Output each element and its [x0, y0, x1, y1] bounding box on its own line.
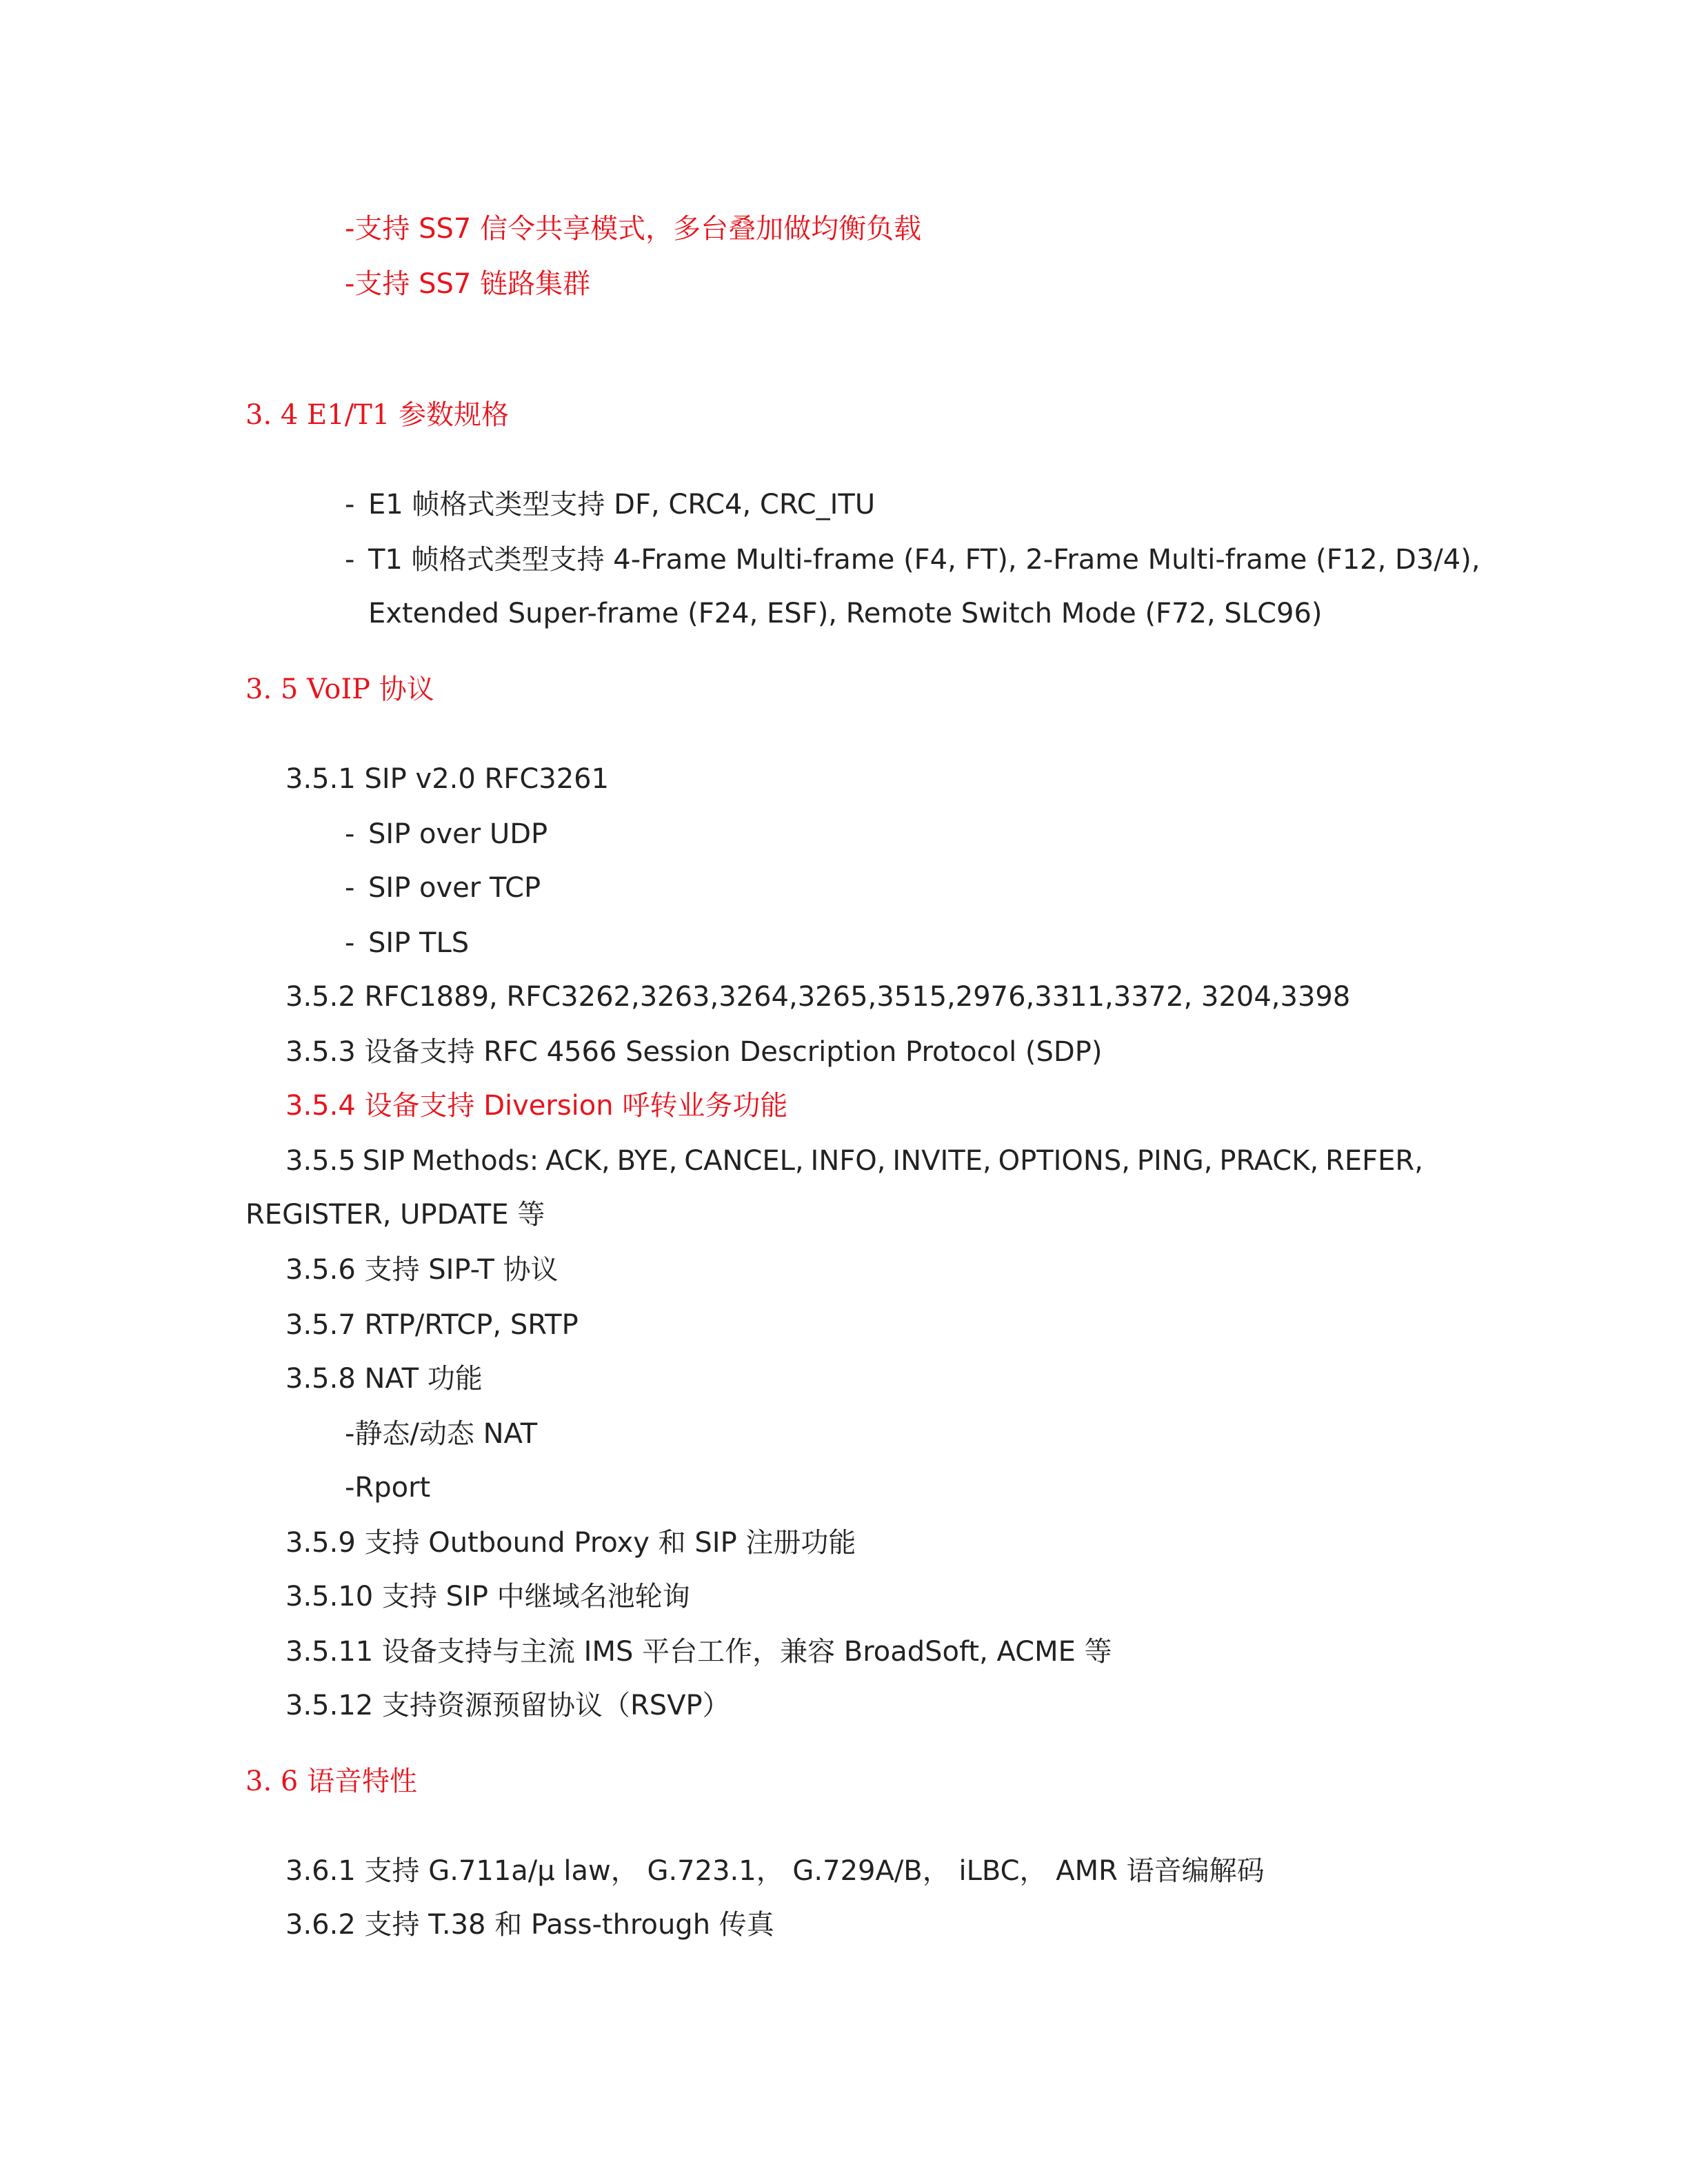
item-3-5-11: 3.5.11 设备支持与主流 IMS 平台工作，兼容 BroadSoft, ACME 等 [285, 1636, 1112, 1668]
word: OPTIONS, [998, 1145, 1130, 1177]
word: REFER, [1325, 1145, 1423, 1177]
word: 3.5.5 [285, 1145, 356, 1177]
list-text: SIP over TCP [368, 872, 541, 904]
item-3-5-5-continuation: REGISTER, UPDATE 等 [245, 1199, 545, 1231]
list-dash: - [345, 872, 355, 904]
heading-3-5: 3. 5 VoIP 协议 [245, 674, 434, 705]
item-3-5-7: 3.5.7 RTP/RTCP, SRTP [285, 1309, 579, 1341]
list-dash: - [345, 544, 355, 576]
word: PRACK, [1219, 1145, 1319, 1177]
item-3-5-2: 3.5.2 RFC1889, RFC3262,3263,3264,3265,3515,2976,3311,3372, 3204,3398 [285, 981, 1351, 1013]
item-3-5-12: 3.5.12 支持资源预留协议（RSVP） [285, 1690, 730, 1721]
item-3-6-1: 3.6.1 支持 G.711a/μ law， G.723.1， G.729A/B， iLBC， AMR 语音编解码 [285, 1855, 1265, 1887]
list-text: SIP over UDP [368, 818, 548, 850]
word: ACK, [545, 1145, 610, 1177]
word: CANCEL, [684, 1145, 804, 1177]
word: PING, [1136, 1145, 1213, 1177]
list-dash: - [345, 489, 355, 520]
item-3-5-3: 3.5.3 设备支持 RFC 4566 Session Description Protocol (SDP) [285, 1036, 1103, 1068]
list-text: T1 帧格式类型支持 4-Frame Multi-frame (F4, FT), 2-Frame Multi-frame (F12, D3/4), [368, 544, 1480, 576]
item-3-5-9: 3.5.9 支持 Outbound Proxy 和 SIP 注册功能 [285, 1527, 856, 1559]
list-dash: - [345, 927, 355, 959]
nat-rport: -Rport [345, 1472, 431, 1504]
item-3-5-10: 3.5.10 支持 SIP 中继域名池轮询 [285, 1581, 690, 1612]
word: INVITE, [892, 1145, 992, 1177]
word: SIP [362, 1145, 405, 1177]
item-3-5-6: 3.5.6 支持 SIP-T 协议 [285, 1254, 559, 1286]
ss7-load-balance: -支持 SS7 信令共享模式，多台叠加做均衡负载 [345, 213, 922, 245]
item-3-5-1: 3.5.1 SIP v2.0 RFC3261 [285, 763, 610, 795]
word: BYE, [616, 1145, 678, 1177]
heading-3-6: 3. 6 语音特性 [245, 1766, 418, 1797]
list-text: SIP TLS [368, 927, 470, 959]
item-3-5-5 [285, 1144, 1423, 1177]
heading-3-4: 3. 4 E1/T1 参数规格 [245, 399, 510, 431]
item-3-5-4: 3.5.4 设备支持 Diversion 呼转业务功能 [285, 1090, 788, 1122]
item-3-5-8: 3.5.8 NAT 功能 [285, 1363, 483, 1395]
word: INFO, [810, 1145, 886, 1177]
item-3-6-2: 3.6.2 支持 T.38 和 Pass-through 传真 [285, 1909, 774, 1941]
nat-static-dynamic: -静态/动态 NAT [345, 1418, 538, 1450]
list-dash: - [345, 818, 355, 850]
list-text: E1 帧格式类型支持 DF, CRC4, CRC_ITU [368, 489, 876, 520]
word: Methods: [411, 1145, 539, 1177]
list-item-t1-continuation: Extended Super-frame (F24, ESF), Remote Switch Mode (F72, SLC96) [368, 598, 1323, 629]
ss7-link-cluster: -支持 SS7 链路集群 [345, 268, 591, 300]
